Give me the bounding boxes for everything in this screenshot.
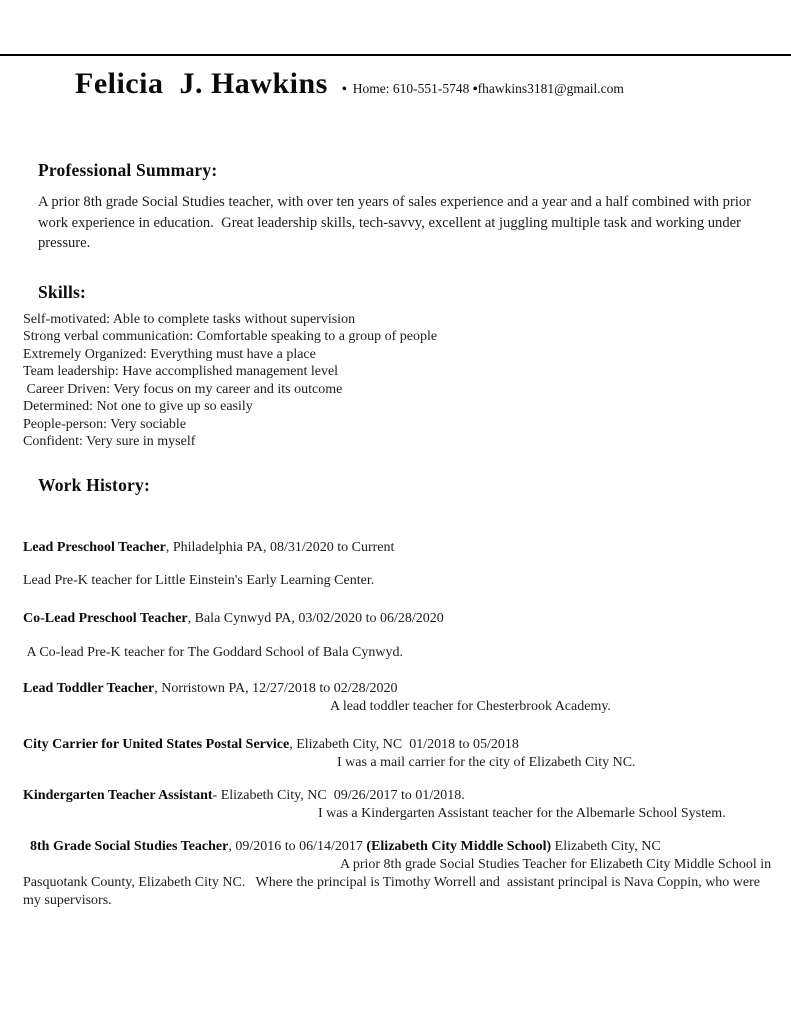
job-description: Lead Pre-K teacher for Little Einstein's Early Learning Center.	[23, 572, 375, 588]
job-meta: - Elizabeth City, NC 09/26/2017 to 01/2018.	[212, 787, 465, 803]
job-description: A Co-lead Pre-K teacher for The Goddard School of Bala Cynwyd.	[23, 644, 403, 660]
job-title-line	[23, 787, 773, 805]
bullet-separator-icon: •	[472, 82, 478, 97]
job-entry	[23, 787, 773, 823]
job-entry	[23, 838, 783, 910]
job-school-bold: (Elizabeth City Middle School)	[366, 838, 552, 854]
job-title: Kindergarten Teacher Assistant	[23, 787, 213, 803]
job-title: Co-Lead Preschool Teacher	[23, 610, 188, 626]
job-title: City Carrier for United States Postal Service	[23, 736, 290, 752]
skill-item: Confident: Very sure in myself	[23, 434, 196, 449]
job-title-line	[23, 610, 773, 628]
job-title-line	[23, 736, 773, 754]
job-description: A prior 8th grade Social Studies Teacher for Elizabeth City Middle School in Pasquotank County, Elizabeth City NC. Where the principal is Timothy Worrell and assistant principal is Nava Coppin, who were my supervisors.	[23, 856, 775, 908]
job-entry	[23, 736, 773, 772]
job-title-line	[23, 539, 773, 557]
skill-item: Team leadership: Have accomplished management level	[23, 364, 339, 379]
skill-item: Extremely Organized: Everything must have a place	[23, 346, 316, 362]
job-entry	[23, 539, 773, 590]
job-meta: , Elizabeth City, NC 01/2018 to 05/2018	[289, 736, 519, 752]
job-meta: , 09/2016 to 06/14/2017	[228, 838, 367, 854]
section-title-professional-summary: Professional Summary:	[38, 160, 218, 180]
person-name: Felicia J. Hawkins	[75, 67, 328, 100]
job-description: I was a mail carrier for the city of Elizabeth City NC.	[337, 754, 636, 770]
summary-paragraph: A prior 8th grade Social Studies teacher, with over ten years of sales experience and a year and a half combined with prior work experience in education. Great leadership skills, tech-savvy, excellent at juggling multiple task and working under pressure.	[38, 194, 755, 251]
skill-item: Strong verbal communication: Comfortable speaking to a group of people	[23, 329, 438, 344]
skills-list	[23, 311, 791, 451]
job-title: 8th Grade Social Studies Teacher	[23, 838, 229, 854]
job-title: Lead Preschool Teacher	[23, 539, 166, 555]
job-meta: , Norristown PA, 12/27/2018 to 02/28/2020	[154, 680, 398, 696]
skill-item: Career Driven: Very focus on my career and its outcome	[23, 381, 343, 397]
job-meta: Elizabeth City, NC	[551, 838, 661, 854]
job-title-line	[23, 838, 783, 856]
contact-phone: Home: 610-551-5748	[352, 81, 470, 96]
job-entry	[23, 680, 773, 716]
job-entry	[23, 610, 773, 662]
job-description: I was a Kindergarten Assistant teacher for the Albemarle School System.	[318, 805, 726, 821]
job-meta: , Philadelphia PA, 08/31/2020 to Current	[165, 539, 395, 555]
section-title-skills: Skills:	[38, 281, 87, 302]
job-description: A lead toddler teacher for Chesterbrook Academy.	[330, 698, 611, 714]
job-title-line	[23, 680, 773, 698]
skill-item: Self-motivated: Able to complete tasks without supervision	[23, 311, 356, 327]
skill-item: Determined: Not one to give up so easily	[23, 399, 253, 414]
top-rule	[0, 54, 791, 56]
header	[0, 0, 791, 104]
contact-line	[342, 81, 624, 98]
section-title-work-history: Work History:	[38, 474, 150, 495]
bullet-separator-icon: •	[341, 82, 347, 97]
job-meta: , Bala Cynwyd PA, 03/02/2020 to 06/28/2020	[187, 610, 444, 626]
contact-email: fhawkins3181@gmail.com	[477, 81, 624, 96]
job-title: Lead Toddler Teacher	[23, 680, 155, 696]
skill-item: People-person: Very sociable	[23, 416, 187, 432]
